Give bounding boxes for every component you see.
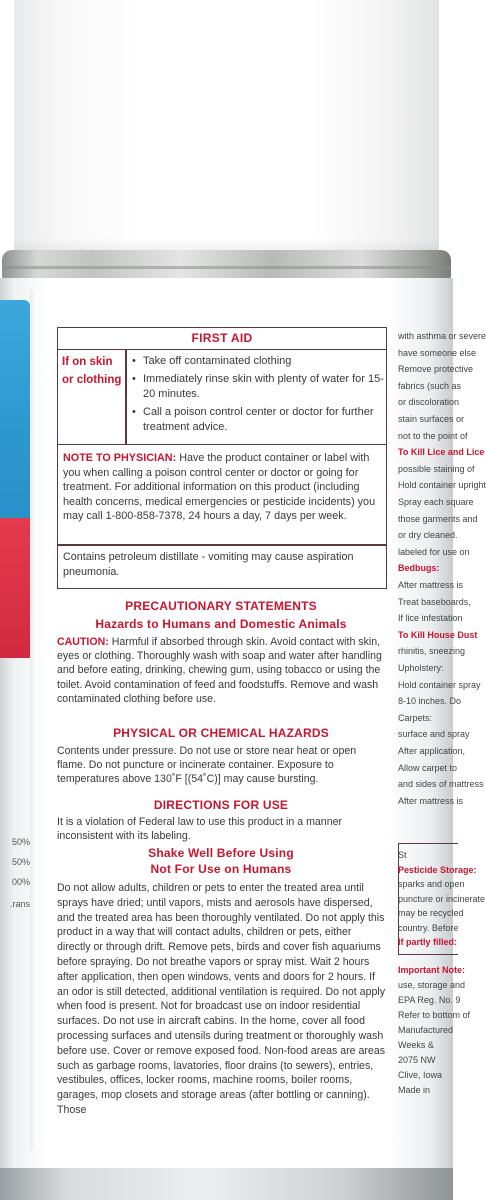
- can-cap: [14, 0, 439, 250]
- right-edge-line: may be recycled: [398, 908, 464, 918]
- first-aid-title: FIRST AID: [191, 331, 253, 345]
- right-edge-line: Important Note:: [398, 965, 465, 975]
- red-label-stripe: [0, 518, 30, 658]
- right-edge-line: country. Before: [398, 922, 459, 933]
- note-to-physician: [63, 451, 383, 524]
- first-aid-item: • Immediately rinse skin with plenty of water for 15-20 minutes.: [132, 372, 384, 402]
- left-edge-text: 00%: [11, 877, 30, 887]
- physician-label: NOTE TO PHYSICIAN:: [63, 452, 177, 464]
- can-rim: [2, 250, 451, 280]
- right-edge-line: labeled for use on: [398, 546, 470, 557]
- right-edge-line: After mattress is: [398, 795, 464, 806]
- right-edge-line: sparks and open: [398, 879, 465, 889]
- right-edge-line: Made in: [398, 1085, 431, 1095]
- first-aid-divider-line: [57, 544, 387, 546]
- right-cutoff-panel: [398, 328, 486, 1188]
- right-edge-line: Pesticide Storage:: [398, 864, 477, 875]
- right-edge-line: those garments and: [398, 513, 478, 524]
- right-edge-line: Hold container upright: [398, 480, 486, 491]
- right-edge-line: St: [398, 850, 407, 860]
- right-edge-line: Allow carpet to: [398, 762, 458, 773]
- right-edge-line: Carpets:: [398, 712, 433, 723]
- left-edge-text: rans.: [9, 899, 30, 909]
- directions-intro: It is a violation of Federal law to use this product in a manner inconsistent with its labeling.: [57, 816, 343, 843]
- right-edge-line: 8-10 inches. Do: [398, 696, 462, 707]
- shake-well-line: Shake Well Before Using: [148, 846, 294, 860]
- left-label-band: [30, 290, 36, 1150]
- precautionary-title: PRECAUTIONARY STATEMENTS: [125, 599, 317, 613]
- right-edge-line: Upholstery:: [398, 663, 444, 673]
- right-edge-line: After application,: [398, 746, 466, 756]
- right-edge-line: Weeks &: [398, 1040, 434, 1050]
- right-edge-line: Spray each square: [398, 497, 474, 507]
- right-edge-line: use, storage and: [398, 980, 466, 990]
- petroleum-warning: Contains petroleum distillate - vomiting may cause aspiration pneumonia.: [63, 551, 354, 578]
- right-edge-line: puncture or incinerate: [398, 893, 486, 904]
- can-base: [0, 1168, 453, 1200]
- directions-body: Do not allow adults, children or pets to enter the treated area until sprays have dried; until vapors, mists and aerosols have dispersed, and the treated area has been thoroughly ventilated. Do not apply this product in a way that will contact adults, children or pets, either directly or through drift. Remove pets, birds and cover fish aquariums before spraying. Do not breathe vapors or spray mist. Wait 2 hours after application, then open windows, vents and doors for 2 hours. If an odor is still detected, additional ventilation is required. Do not apply when food is present. Not for broadcast use on indoor residential surfaces. Do not use in aircraft cabins. In the home, cover all food processing surfaces and utensils during treatment or thoroughly wash before use. Cover or remove exposed food. Non-food areas are areas such as garbage rooms, lavatories, floor drains (to sewers), entries, vestibules, offices, locker rooms, machine rooms, boiler rooms, garages, mop closets and storage areas (after bottling or canning). Those: [57, 882, 386, 1116]
- first-aid-divider: [125, 349, 127, 445]
- right-edge-line: stain surfaces or: [398, 414, 465, 424]
- right-edge-line: If lice infestation: [398, 613, 463, 624]
- right-edge-line: fabrics (such as: [398, 380, 462, 391]
- right-edge-line: After mattress is: [398, 580, 464, 590]
- right-edge-line: To Kill House Dust: [398, 629, 478, 640]
- hazards-subtitle: Hazards to Humans and Domestic Animals: [95, 617, 347, 631]
- caution-text: Harmful if absorbed through skin. Avoid contact with skin, eyes or clothing. Thoroughly wash with soap and water after handling and before eating, drinking, chewing gum, using tobacco or using the toilet. Avoid contamination of feed and foodstuffs. Remove and wash contaminated clothing before use.: [57, 636, 382, 705]
- left-edge-text: 50%: [11, 837, 30, 847]
- physical-hazards-title: PHYSICAL OR CHEMICAL HAZARDS: [113, 726, 329, 740]
- right-edge-line: Treat baseboards,: [398, 596, 471, 607]
- first-aid-list: [132, 354, 384, 438]
- right-edge-line: Clive, Iowa: [398, 1070, 443, 1080]
- right-edge-line: not to the point of: [398, 430, 468, 441]
- right-edge-line: with asthma or severe: [398, 331, 486, 341]
- right-edge-line: or dry cleaned.: [398, 530, 458, 541]
- right-edge-line: Remove protective: [398, 364, 474, 375]
- caution-paragraph: [57, 635, 387, 706]
- right-edge-line: possible staining of: [398, 463, 475, 474]
- physical-hazards-text: Contents under pressure. Do not use or store near heat or open flame. Do not puncture or incinerate container. Exposure to temperatures above 130˚F [(54˚C)] may cause bursting.: [57, 745, 357, 786]
- right-edge-line: 2075 NW: [398, 1055, 436, 1065]
- right-edge-line: have someone else: [398, 347, 477, 358]
- directions-title: DIRECTIONS FOR USE: [153, 798, 289, 812]
- physician-text: Have the product container or label with you when calling a poison control center or doctor or going for treatment. For additional information on this product (including health concerns, medical emergencies or pesticide incidents) you may call 1-800-858-7378, 24 hours a day, 7 days per week.: [63, 452, 376, 523]
- right-edge-line: Refer to bottom of: [398, 1010, 471, 1020]
- first-aid-item: • Call a poison control center or doctor for further treatment advice.: [132, 405, 384, 435]
- right-edge-line: rhinitis, sneezing: [398, 646, 466, 657]
- skin-clothing-label: If on skin or clothing: [62, 356, 122, 386]
- left-edge-text: 50%: [11, 857, 30, 867]
- not-for-humans-line: Not For Use on Humans: [150, 862, 292, 876]
- right-edge-line: If partly filled:: [398, 937, 458, 947]
- right-edge-line: EPA Reg. No. 9: [398, 995, 461, 1005]
- caution-label: CAUTION:: [57, 636, 109, 648]
- rim-groove: [2, 266, 451, 269]
- first-aid-item: • Take off contaminated clothing: [132, 354, 384, 369]
- right-edge-line: Bedbugs:: [398, 563, 440, 574]
- right-edge-line: Manufactured: [398, 1025, 454, 1035]
- right-edge-line: and sides of mattress: [398, 779, 484, 790]
- right-edge-line: To Kill Lice and Lice: [398, 447, 485, 458]
- right-edge-line: surface and spray: [398, 729, 470, 740]
- right-edge-line: Hold container spray: [398, 679, 481, 690]
- right-edge-line: or discoloration: [398, 397, 460, 408]
